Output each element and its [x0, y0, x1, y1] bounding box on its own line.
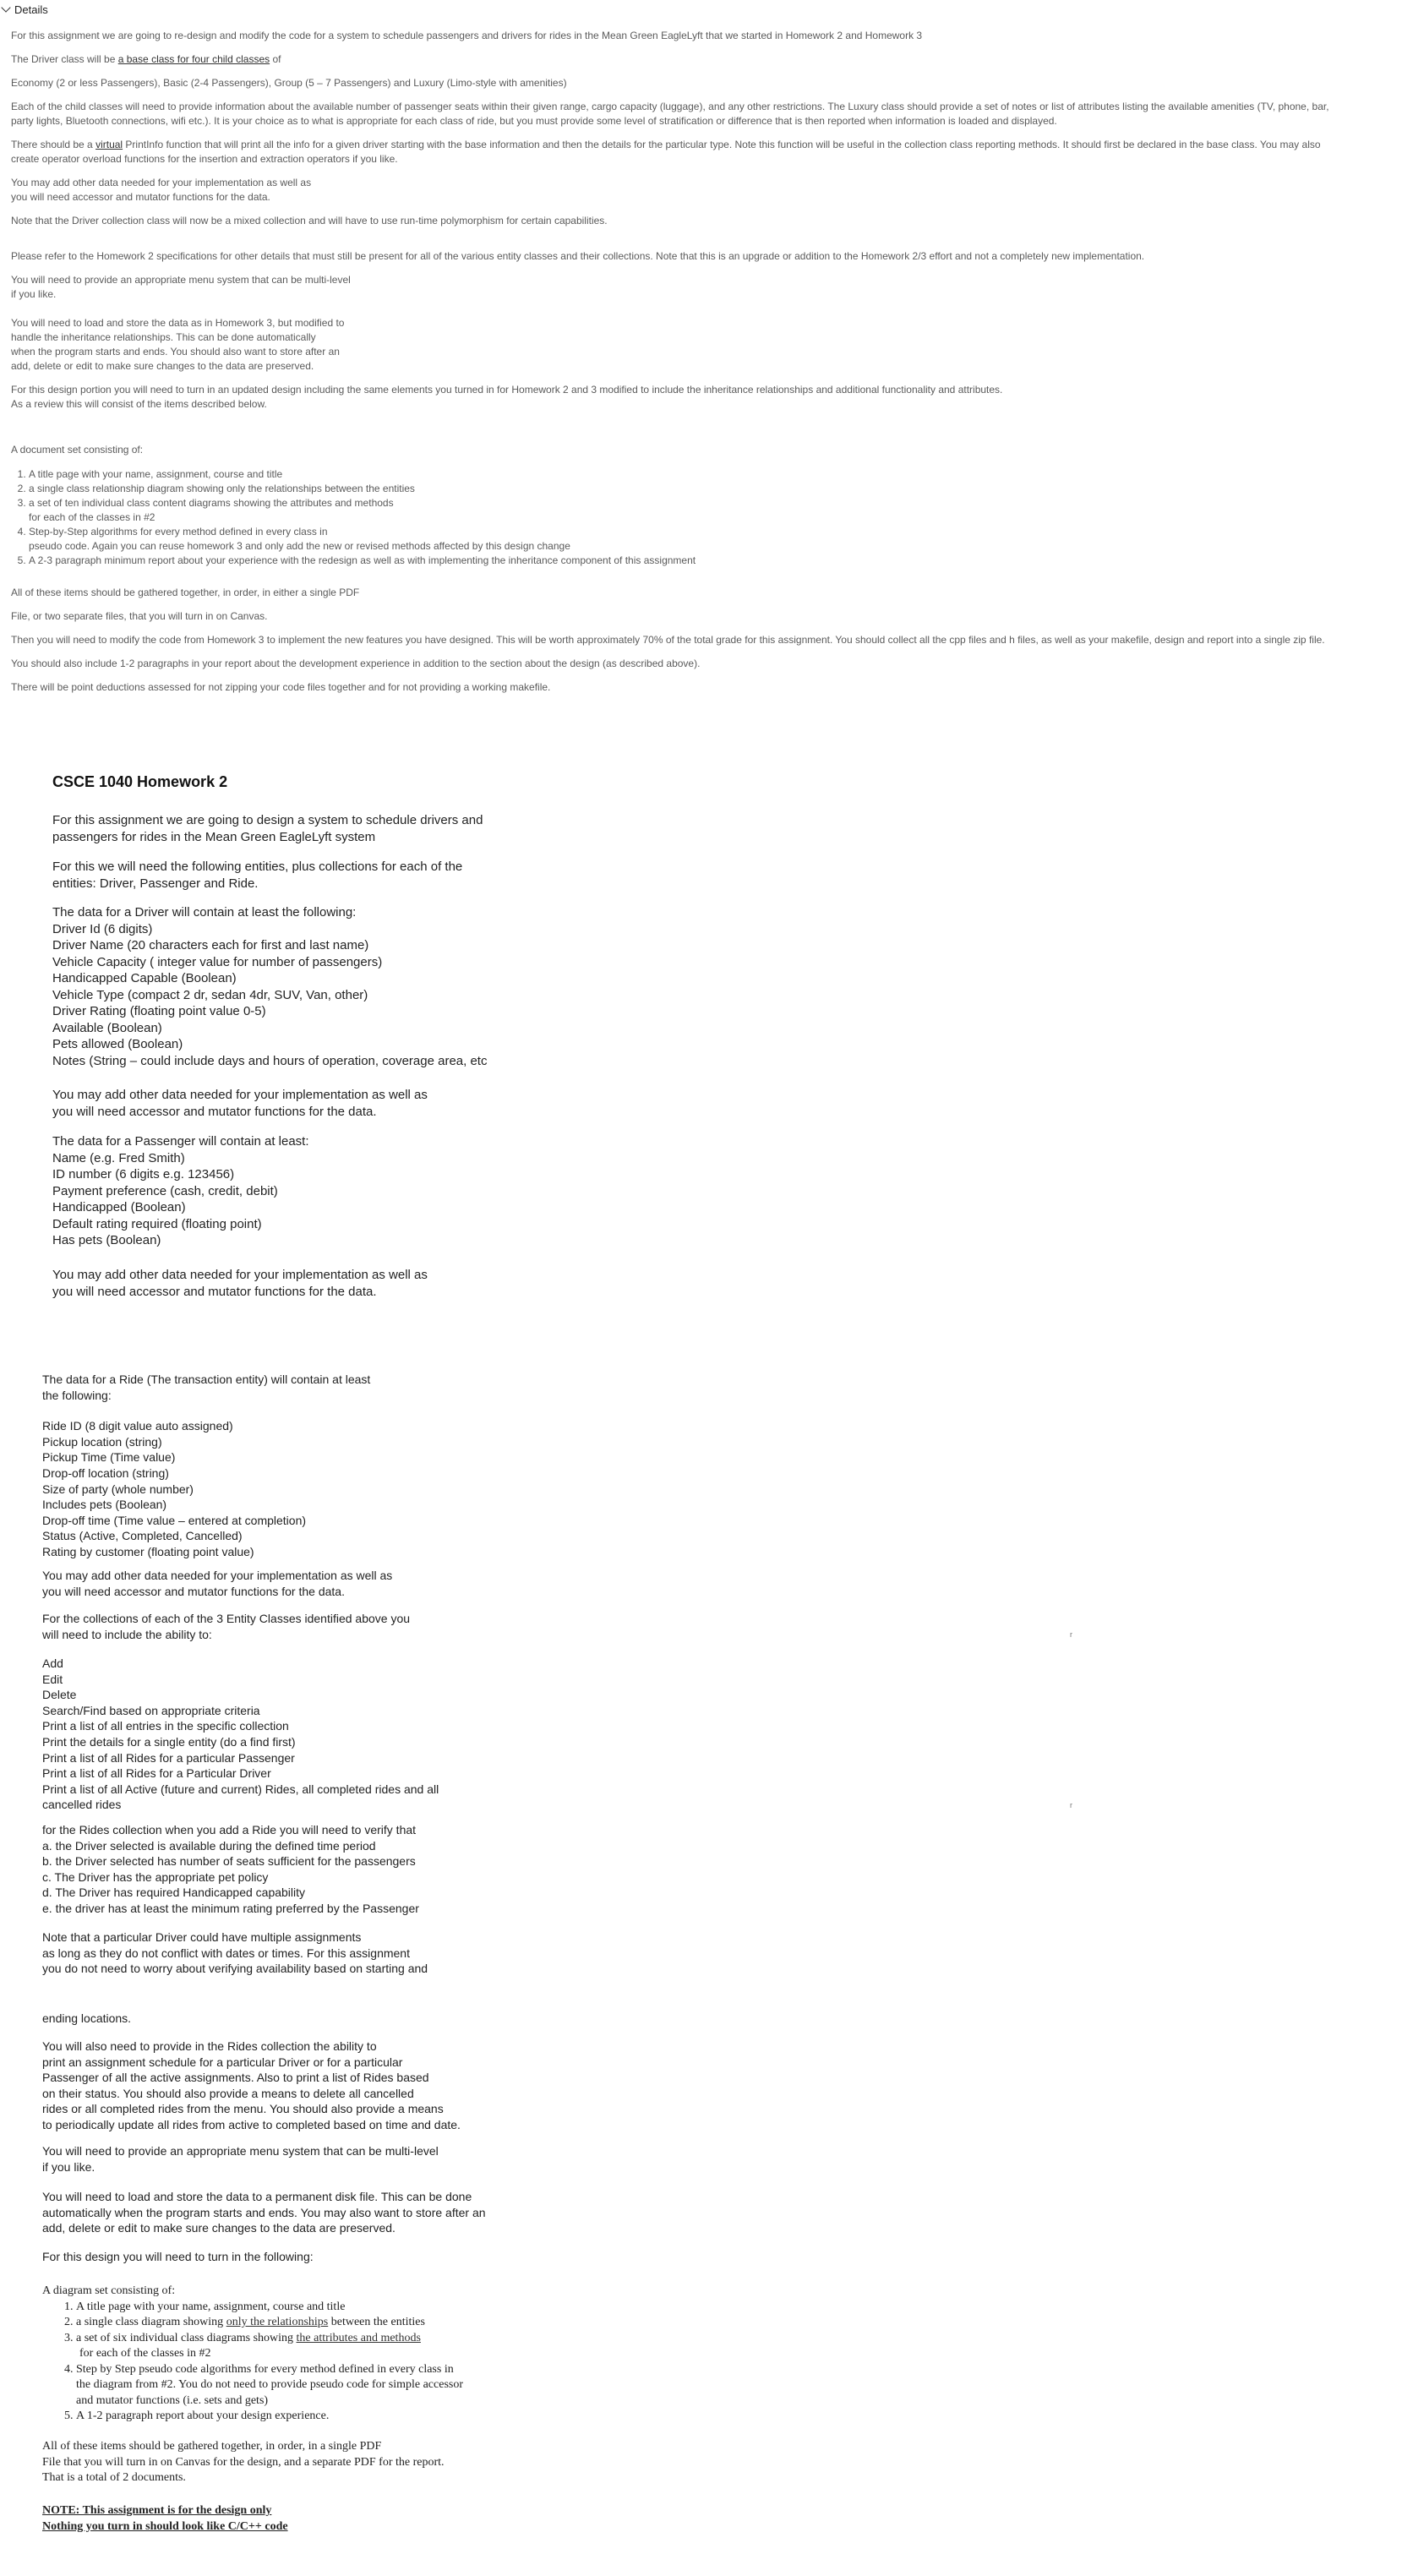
paragraph: You will need to load and store the data as in Homework 3, but modified to handle the inheritance relationships. This can be done automatically when the program starts and ends. You should also want to store after an add, delete or edit to make sure changes to the data are preserved. — [11, 317, 345, 372]
paragraph: All of these items should be gathered together, in order, in a single PDF File that you will turn in on Canvas for the design, and a separate PDF for the report. That is a total of 2 documents. — [42, 2440, 445, 2484]
paragraph: There will be point deductions assessed for not zipping your code files together and for not providing a working makefile. — [11, 681, 551, 693]
deliverables-list — [11, 467, 1397, 568]
ride-verification-list: for the Rides collection when you add a Ride you will need to verify that a. the Driver selected is available during the defined time period b. the Driver selected has number of seats sufficient for the passengers c. The Driver has the appropriate pet policy d. The Driver has required Handicapped capability e. the driver has at least the minimum rating preferred by the Passenger — [42, 1823, 419, 1915]
passenger-data-list: The data for a Passenger will contain at least: Name (e.g. Fred Smith) ID number (6 digits e.g. 123456) Payment preference (cash, credit, debit) Handicapped (Boolean) Default rating required (floating point) Has pets (Boolean) — [52, 1134, 309, 1247]
paragraph: ending locations. — [42, 2011, 132, 2025]
stray-mark: r — [1070, 1630, 1072, 1639]
details-label: Details — [14, 3, 48, 16]
paragraph: You will need to provide an appropriate menu system that can be multi-level if you like. — [42, 2144, 439, 2174]
paragraph: Note that the Driver collection class will now be a mixed collection and will have to use run-time polymorphism for certain capabilities. — [11, 215, 608, 226]
paragraph: You may add other data needed for your implementation as well as you will need accessor and mutator functions for the data. — [52, 1268, 428, 1299]
assignment-description — [11, 29, 1397, 704]
paragraph: You may add other data needed for your implementation as well as you will need accessor and mutator functions for the data. — [11, 177, 312, 203]
collection-capabilities-list: Add Edit Delete Search/Find based on appropriate criteria Print a list of all entries in the specific collection Print the details for a single entity (do a find first) Print a list of all Rides for a particular Passenger Print a list of all Rides for a Particular Driver Print a list of all Active (future and current) Rides, all completed rides and all cancelled rides — [42, 1656, 439, 1812]
paragraph: You should also include 1-2 paragraphs in your report about the development experience in addition to the section about the design (as described above). — [11, 658, 701, 669]
driver-data-list: The data for a Driver will contain at least the following: Driver Id (6 digits) Driver Name (20 characters each for first and last name) Vehicle Capacity ( integer value for number of passengers) Handicapped Capable (Boolean) Vehicle Type (compact 2 dr, sedan 4dr, SUV, Van, other) Driver Rating (floating point value 0-5) Available (Boolean) Pets allowed (Boolean) Notes (String – could include days and hours of operation, coverage area, etc — [52, 905, 488, 1068]
paragraph: For the collections of each of the 3 Entity Classes identified above you will need to include the ability to: — [42, 1612, 411, 1641]
paragraph: For this we will need the following entities, plus collections for each of the entities: Driver, Passenger and Ride. — [52, 860, 463, 891]
paragraph: Economy (2 or less Passengers), Basic (2-4 Passengers), Group (5 – 7 Passengers) and Luxury (Limo-style with amenities) — [11, 77, 567, 89]
paragraph: You will need to provide an appropriate menu system that can be multi-level if you like. — [11, 274, 351, 300]
paragraph: For this design portion you will need to turn in an updated design including the same elements you turned in for Homework 2 and 3 modified to include the inheritance relationships and additional functionality and attributes. As a review this will consist of the items described below. — [11, 384, 1003, 410]
paragraph: Each of the child classes will need to provide information about the available number of passenger seats within their given range, cargo capacity (luggage), and any other restrictions. The Luxury class should provide a set of notes or list of attributes listing the available amenities (TV, phone, bar, party lights, Bluetooth connections, wifi etc.). It is your choice as to what is appropriate for each class of ride, but you must provide some level of stratification or difference that is then reported when information is loaded and displayed. — [11, 101, 1329, 127]
list-item: 4. Step-by-Step algorithms for every method defined in every class in pseudo code. Again you can reuse homework 3 and only add the new or revised methods affected by this design change — [29, 525, 1397, 554]
list-item: 1. A title page with your name, assignment, course and title — [29, 467, 1397, 482]
paragraph: You will also need to provide in the Rides collection the ability to print an assignment schedule for a particular Driver or for a particular Passenger of all the active assignments. Also to print a list of Rides based on their status. You should also provide a means to delete all cancelled rides or all completed rides from the menu. You should also provide a means to periodically update all rides from active to completed based on time and date. — [42, 2039, 461, 2131]
stray-mark: r — [1070, 1801, 1072, 1809]
paragraph: Note that a particular Driver could have multiple assignments as long as they do not conflict with dates or times. For this assignment you do not need to worry about verifying availability based on starting and — [42, 1930, 428, 1976]
details-toggle[interactable] — [0, 1, 48, 18]
final-note: NOTE: This assignment is for the design only Nothing you turn in should look like C/C++ code — [42, 2504, 288, 2533]
list-item: 3. a set of ten individual class content diagrams showing the attributes and methods for each of the classes in #2 — [29, 496, 1397, 525]
paragraph: You may add other data needed for your implementation as well as you will need accessor and mutator functions for the data. — [52, 1088, 428, 1119]
list-item: 2. a single class relationship diagram showing only the relationships between the entities — [29, 482, 1397, 496]
diagram-set-list: A diagram set consisting of: 1. A title page with your name, assignment, course and title 2. a single class diagram showing only the relationships between the entities 3. a set of six individual class diagrams showing the attributes and methods for each of the classes in #2 4. Step by Step pseudo code algorithms for every method defined in every class in the diagram from #2. You do not need to provide pseudo code for simple accessor and mutator functions (i.e. sets and gets) 5. A 1-2 paragraph report about your design experience. — [42, 2284, 537, 2425]
paragraph: Please refer to the Homework 2 specifications for other details that must still be present for all of the various entity classes and their collections. Note that this is an upgrade or addition to the Homework 2/3 effort and not a completely new implementation. — [11, 250, 1145, 262]
paragraph: The Driver class will be a base class for four child classes of — [11, 53, 281, 65]
chevron-down-icon[interactable] — [1, 3, 10, 12]
list-item: 5. A 2-3 paragraph minimum report about your experience with the redesign as well as with implementing the inheritance component of this assignment — [29, 554, 1397, 568]
paragraph: You may add other data needed for your implementation as well as you will need accessor and mutator functions for the data. — [42, 1569, 393, 1598]
paragraph: File, or two separate files, that you will turn in on Canvas. — [11, 610, 268, 622]
document-title: CSCE 1040 Homework 2 — [52, 773, 228, 790]
paragraph: You will need to load and store the data to a permanent disk file. This can be done automatically when the program starts and ends. You may also want to store after an add, delete or edit to make sure changes to the data are preserved. — [42, 2190, 486, 2235]
paragraph: For this assignment we are going to re-design and modify the code for a system to schedule passengers and drivers for rides in the Mean Green EagleLyft that we started in Homework 2 and Homework 3 — [11, 30, 923, 41]
paragraph: There should be a virtual PrintInfo function that will print all the info for a given driver starting with the base information and then the details for the particular type. Note this function will be useful in the collection class reporting methods. It should first be declared in the base class. You may also create operator overload functions for the insertion and extraction operators if you like. — [11, 139, 1321, 165]
paragraph: For this design you will need to turn in the following: — [42, 2250, 314, 2263]
paragraph: All of these items should be gathered together, in order, in either a single PDF — [11, 587, 360, 598]
paragraph: Then you will need to modify the code from Homework 3 to implement the new features you have designed. This will be worth approximately 70% of the total grade for this assignment. You should collect all the cpp files and h files, as well as your makefile, design and report into a single zip file. — [11, 634, 1325, 646]
paragraph: A document set consisting of: — [11, 444, 144, 456]
ride-data-list: The data for a Ride (The transaction entity) will contain at least the following: Ride ID (8 digit value auto assigned) Pickup location (string) Pickup Time (Time value) Drop-off location (string) Size of party (whole number) Includes pets (Boolean) Drop-off time (Time value – entered at completion) Status (Active, Completed, Cancelled) Rating by customer (floating point value) — [42, 1373, 371, 1558]
paragraph: For this assignment we are going to design a system to schedule drivers and passengers for rides in the Mean Green EagleLyft system — [52, 813, 483, 844]
